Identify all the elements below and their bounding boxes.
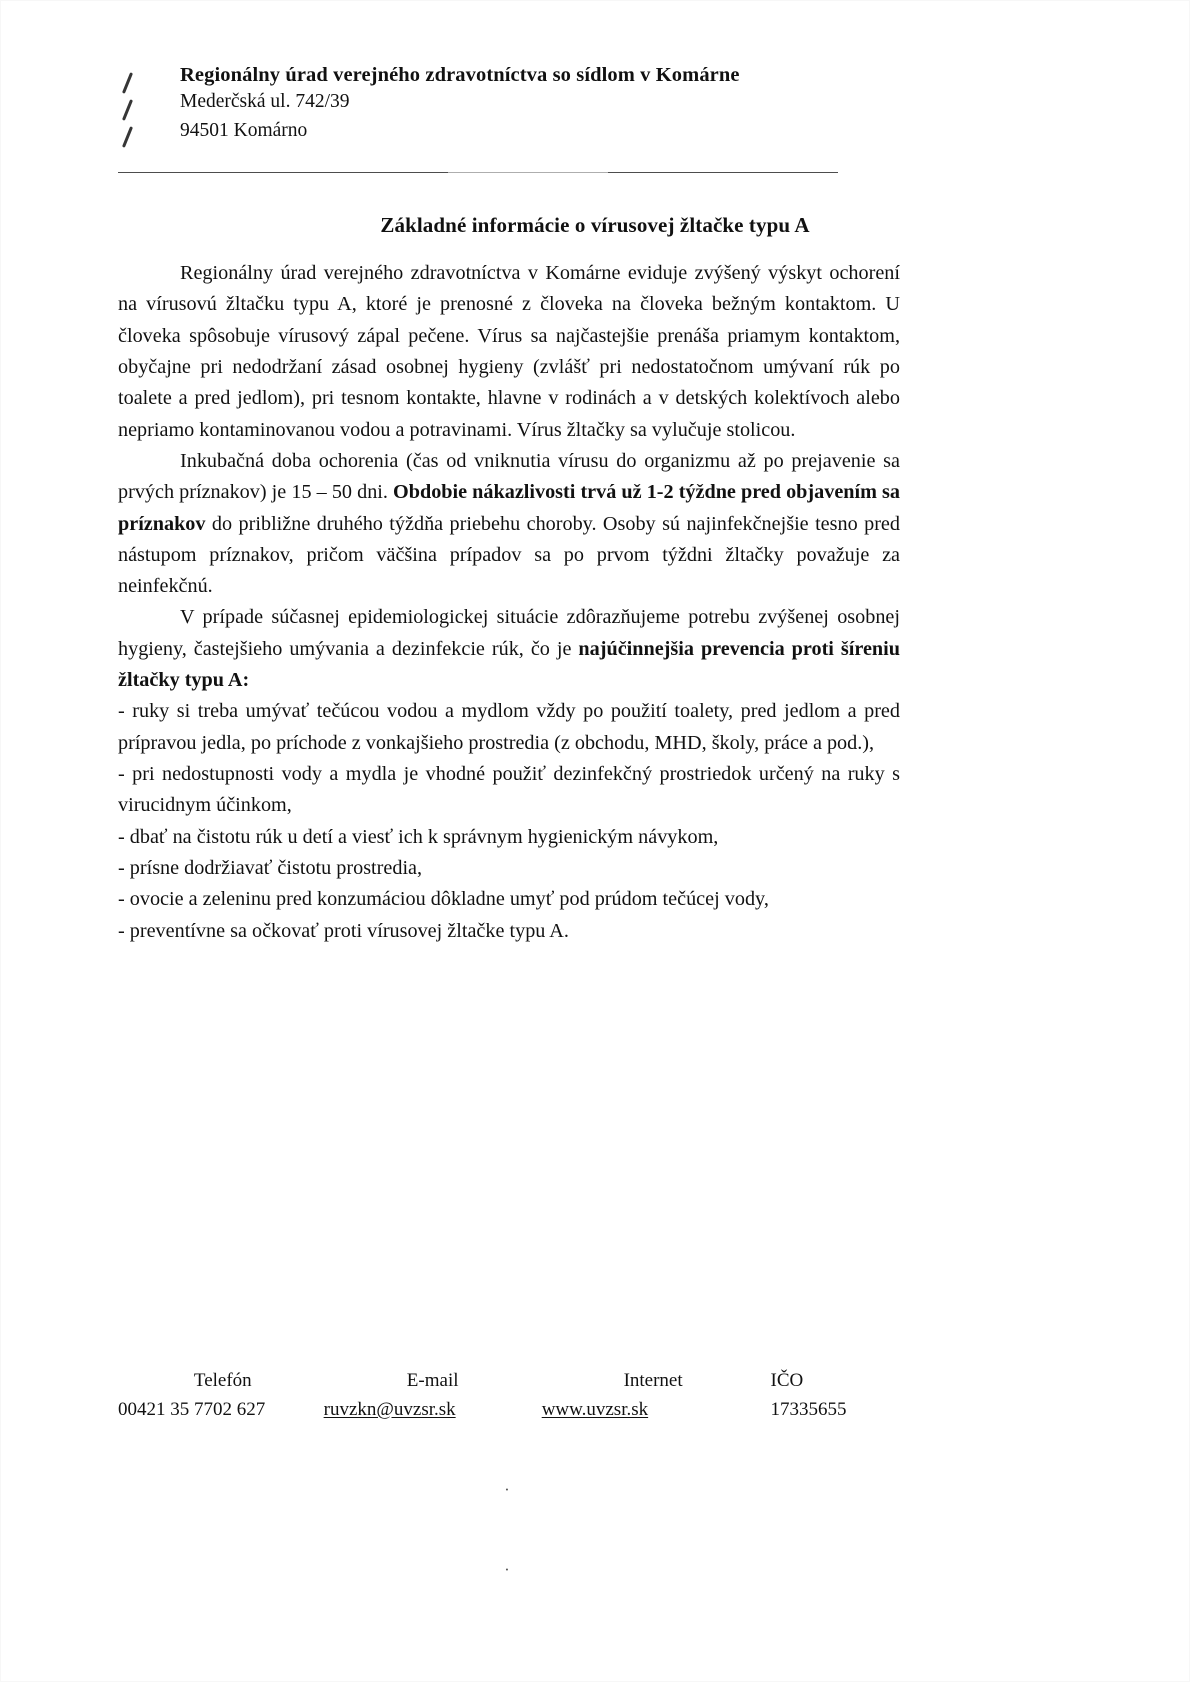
paragraph-intro-text: Regionálny úrad verejného zdravotníctva v Komárne eviduje zvýšený výskyt ochorení na vírusovú žltačku typu A, ktoré je prenosné z človeka na človeka bežným kontaktom. U človeka spôsobuje vírusový zápal pečene. Vírus sa najčastejšie prenáša priamym kontaktom, obyčajne pri nedodržaní zásad osobnej hygieny (zvlášť pri nedostatočnom umývaní rúk po toalete a pred jedlom), pri tesnom kontakte, hlavne v rodinách a v detských kolektívoch alebo nepriamo kontaminovanou vodou a potravinami. Vírus žltačky sa vylučuje stolicou.	[118, 262, 900, 441]
paragraph-prevention-emphasis: najúčinnejšia prevencia proti šíreniu žltačky typu A:	[118, 637, 900, 692]
footer-column-email	[324, 1367, 542, 1396]
paragraph-incubation-text-a: Inkubačná doba ochorenia (čas od vniknutia vírusu do organizmu až po prejavenie sa prvých príznakov) je 15 – 50 dni.	[118, 449, 900, 504]
letterhead-slash-marks-icon	[118, 72, 144, 152]
list-item	[118, 822, 900, 853]
list-item	[118, 916, 900, 947]
footer-label-email: E-mail	[406, 1370, 459, 1391]
footer-value-email[interactable]: ruvzkn@uvzsr.sk	[323, 1398, 456, 1420]
scan-artifact-mark: ·	[504, 1480, 510, 1499]
list-item	[118, 696, 900, 759]
footer-labels-row	[118, 1367, 908, 1396]
paragraph-intro	[118, 258, 900, 446]
paragraph-prevention	[118, 602, 900, 696]
list-item-text: - pri nedostupnosti vody a mydla je vhodné použiť dezinfekčný prostriedok určený na ruky s virucidnym účinkom,	[118, 763, 900, 817]
list-item-text: - dbať na čistotu rúk u detí a viesť ich k správnym hygienickým návykom,	[118, 825, 719, 848]
letterhead	[118, 62, 898, 145]
organization-street: Mederčská ul. 742/39	[180, 91, 350, 113]
list-item	[118, 853, 900, 884]
paragraph-incubation-text-b: do približne druhého týždňa priebehu choroby. Osoby sú najinfekčnejšie tesno pred nástupom príznakov, pričom väčšina prípadov sa po prvom týždni žltačky považuje za neinfekčnú.	[118, 512, 900, 598]
paragraph-incubation-emphasis: Obdobie nákazlivosti trvá už 1-2 týždne pred objavením sa príznakov	[118, 481, 900, 535]
organization-city: 94501 Komárno	[180, 119, 308, 141]
footer-value-internet[interactable]: www.uvzsr.sk	[541, 1398, 649, 1420]
footer	[118, 1367, 908, 1424]
list-item-text: - preventívne sa očkovať proti vírusovej žltačke typu A.	[118, 919, 569, 942]
header-divider-rule	[118, 172, 838, 173]
footer-values-row	[118, 1396, 908, 1425]
footer-value-ico: 17335655	[770, 1398, 847, 1420]
page-title: Základné informácie o vírusovej žltačke typu A	[380, 213, 810, 237]
document-body	[118, 258, 900, 947]
footer-label-ico: IČO	[770, 1370, 804, 1391]
footer-label-internet: Internet	[623, 1370, 683, 1391]
list-item	[118, 884, 900, 915]
paragraph-incubation	[118, 446, 900, 603]
footer-column-phone	[118, 1367, 324, 1396]
scan-artifact-mark-bottom: ·	[504, 1560, 510, 1579]
footer-column-internet	[542, 1367, 765, 1396]
paragraph-prevention-text-a: V prípade súčasnej epidemiologickej situácie zdôrazňujeme potrebu zvýšenej osobnej hygieny, častejšieho umývania a dezinfekcie rúk, čo je	[118, 606, 900, 660]
list-item-text: - ovocie a zeleninu pred konzumáciou dôkladne umyť pod prúdom tečúcej vody,	[118, 888, 769, 911]
organization-name: Regionálny úrad verejného zdravotníctva so sídlom v Komárne	[180, 64, 740, 86]
list-item-text: - prísne dodržiavať čistotu prostredia,	[118, 856, 423, 879]
footer-column-ico	[765, 1367, 908, 1396]
footer-label-phone: Telefón	[193, 1370, 252, 1391]
list-item	[118, 759, 900, 822]
list-item-text: - ruky si treba umývať tečúcou vodou a mydlom vždy po použití toalety, pred jedlom a pred prípravou jedla, po príchode z vonkajšieho prostredia (z obchodu, MHD, školy, práce a pod.),	[118, 700, 900, 754]
footer-value-phone: 00421 35 7702 627	[118, 1398, 266, 1420]
